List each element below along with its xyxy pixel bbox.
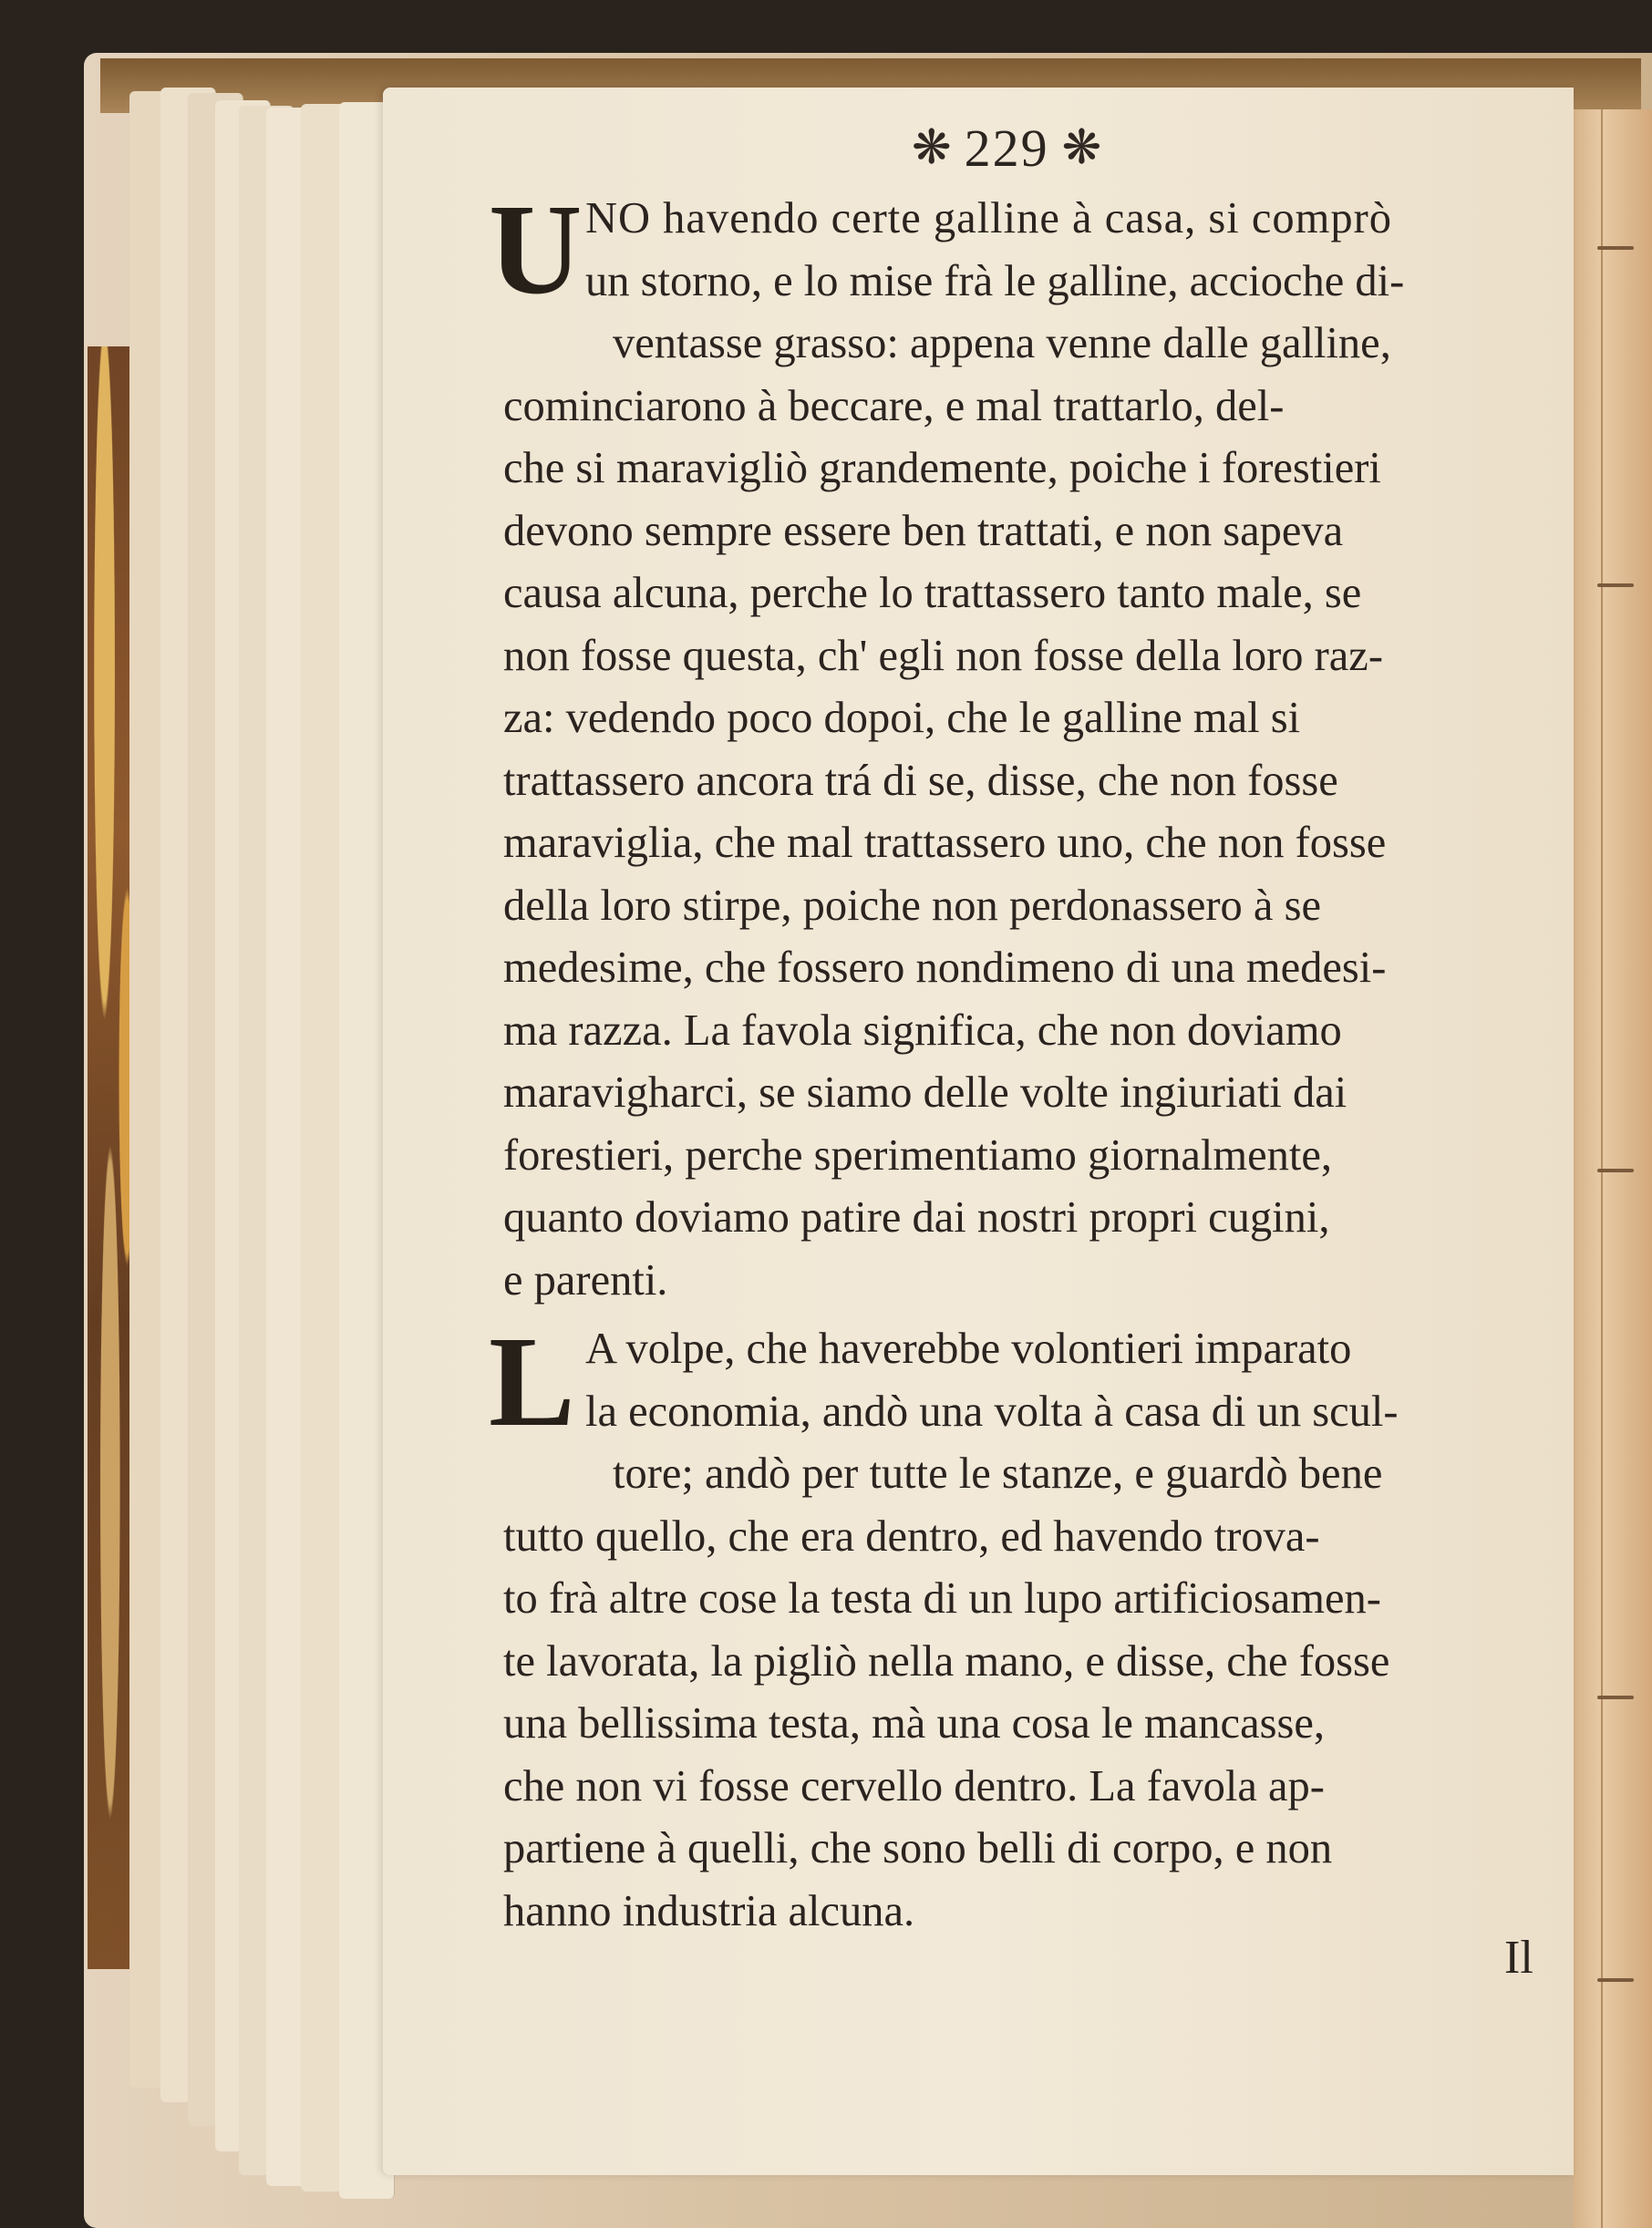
text-line: una bellissima testa, mà una cosa le mancasse, [503,1699,1325,1748]
text-line: ventasse grasso: appena venne dalle galline, [613,319,1391,367]
text-line: trattassero ancora trá di se, disse, che non fosse [503,756,1338,805]
fable-starling [489,177,1561,1312]
text-line: che non vi fosse cervello dentro. La favola ap- [503,1761,1325,1810]
text-line: partiene à quelli, che sono belli di corpo, e non [503,1824,1333,1872]
text-line: un storno, e lo mise frà le galline, accioche di- [585,256,1405,305]
text-line: della loro stirpe, poiche non perdonassero à se [503,881,1321,930]
ornament-icon: ❋ [912,120,952,175]
text-line: NO havendo certe galline à casa, si comprò [585,194,1393,242]
fable-fox [489,1309,1561,1943]
text-line: la economia, andò una volta à casa di un scul- [585,1387,1399,1436]
text-line: causa alcuna, perche lo trattassero tanto male, se [503,569,1362,617]
text-line: quanto doviamo patire dai nostri propri cugini, [503,1193,1330,1242]
text-line: che si maravigliò grandemente, poiche i forestieri [503,444,1381,492]
binding-stitch [1597,1696,1634,1699]
text-line: devono sempre essere ben trattati, e non sapeva [503,506,1344,555]
text-line: tore; andò per tutte le stanze, e guardò bene [613,1449,1383,1498]
ornament-icon: ❋ [1061,120,1102,175]
text-line: maravigharci, se siamo delle volte ingiuriati dai [503,1068,1347,1117]
binding-stitch [1597,1169,1634,1172]
text-line: maraviglia, che mal trattassero uno, che non fosse [503,819,1387,867]
text-line: to frà altre cose la testa di un lupo artificiosamen- [503,1574,1381,1623]
text-line: forestieri, perche sperimentiamo giornalmente, [503,1130,1333,1180]
text-line: e parenti. [503,1255,668,1305]
drop-capital: L [489,1309,575,1453]
page-header [912,111,1101,184]
page-number: 229 [964,118,1049,178]
text-line: za: vedendo poco dopoi, che le galline mal si [503,694,1301,742]
text-line: A volpe, che haverebbe volontieri imparato [585,1325,1352,1373]
text-line: non fosse questa, ch' egli non fosse della loro raz- [503,631,1383,680]
drop-capital: U [489,177,583,321]
binding-stitch [1597,583,1634,587]
catchword: Il [1504,1932,1533,1984]
text-line: hanno industria alcuna. [503,1886,915,1935]
binding-stitch [1597,246,1634,250]
text-line: cominciarono à beccare, e mal trattarlo, del- [503,381,1285,430]
text-line: ma razza. La favola significa, che non doviamo [503,1006,1342,1055]
binding-stitch [1597,1978,1634,1982]
text-line: medesime, che fossero nondimeno di una medesi- [503,944,1387,992]
text-line: tutto quello, che era dentro, ed havendo trova- [503,1511,1320,1561]
text-line: te lavorata, la pigliò nella mano, e disse, che fosse [503,1636,1390,1686]
